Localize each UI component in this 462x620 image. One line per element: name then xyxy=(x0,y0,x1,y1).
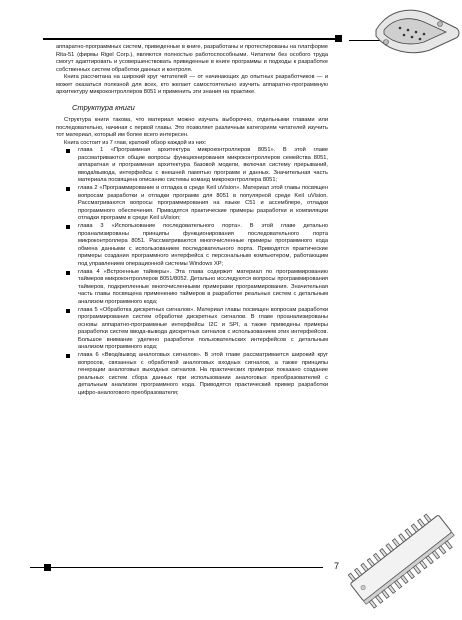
header-rule xyxy=(43,38,341,40)
footer-rule xyxy=(51,567,323,568)
bullet-icon xyxy=(66,187,70,191)
db9-connector-icon xyxy=(370,2,462,60)
page-number: 7 xyxy=(334,561,340,571)
section-title: Структура книги xyxy=(72,102,135,112)
footer-marker xyxy=(44,564,51,571)
header-marker xyxy=(335,35,342,42)
intro-paragraph: аппаратно-программных систем, приведенные в книге, разработаны и протестированы на платформе Rita-51 (фирмы Rigel Corp.), являются полностью работоспособными. Читатели без особого труда смогут адаптировать и усовершенствовать приведенные в книге программы и подходы к разработке собственных систем обработки данных и контроля. xyxy=(56,44,328,73)
intro-paragraph: Книга рассчитана на широкий круг читателей — от начинающих до опытных разработчиков — и может оказаться полезной для всех, кто желает самостоятельно изучить аппаратно-программную архитектуру микроконтроллеров 8051 и применить эти знания на практике. xyxy=(56,74,328,95)
chapter-item xyxy=(56,223,328,268)
chapter-text: глава 1 «Программная архитектура микроконтроллеров 8051». В этой главе рассматриваются общие вопросы функционирования микроконтроллеров семейства 8051, аппаратная и программная архитектура базовой модели, включая систему прерываний, ввода/вывода, интерфейсы с внешней памятью программ и данных. Значительная часть материала посвящена описанию системы команд микроконтроллера 8051; xyxy=(78,147,328,183)
chapter-text: глава 3 «Использование последовательного порта». В этой главе детально проанализированы принципы функционирования последовательного порта микроконтроллера 8051. Рассматриваются многочисленные примеры программного кода обмена данными с использованием последовательного порта. Приводятся практические примеры создания программного интерфейса с персональным компьютером, работающим под управлением операционной системы Windows XP; xyxy=(78,223,328,267)
bullet-icon xyxy=(66,309,70,313)
chapter-text: глава 2 «Программирование и отладка в среде Keil uVision». Материал этой главы посвящен вопросам разработки и отладки программ для 8051 в популярной среде Keil uVision. Рассматриваются вопросы программирования на языке C51 и ассемблере, отладки программного обеспечения. Приводятся практические примеры разработки и компиляции отладки программ в среде Keil uVision; xyxy=(78,185,328,221)
page-body xyxy=(56,44,328,398)
structure-paragraph: Книга состоит из 7 глав, краткий обзор каждой из них: xyxy=(64,139,207,146)
chapter-item xyxy=(56,352,328,397)
chapter-item xyxy=(56,147,328,185)
dip-chip-icon xyxy=(338,500,462,620)
chapter-item xyxy=(56,307,328,352)
footer-rule-left xyxy=(30,567,44,568)
bullet-icon xyxy=(66,225,70,229)
chapter-text: глава 6 «Ввод/вывод аналоговых сигналов». В этой главе рассматривается широкий круг вопросов, связанных с обработкой аналоговых входных сигналов, а также принципы генерации аналоговых выходных сигналов. На практических примерах показано создание реальных систем сбора данных при использовании аналоговых преобразователей с детальным анализом программного кода. Приводятся практический пример разработки цифро-аналогового преобразователя; xyxy=(78,352,328,396)
structure-paragraph: Структура книги такова, что материал можно изучать выборочно, отдельными главами или последовательно, начиная с первой главы. Это позволяет различным категориям читателей изучить тот материал, который им более всего интересен. xyxy=(56,117,328,138)
chapter-item xyxy=(56,269,328,307)
chapter-item xyxy=(56,185,328,223)
chapter-list xyxy=(56,147,328,397)
bullet-icon xyxy=(66,354,70,358)
bullet-icon xyxy=(66,149,70,153)
chapter-text: глава 4 «Встроенные таймеры». Эта глава содержит материал по программированию таймеров микроконтроллеров 8051/8052. Детально исследуются вопросы программирования таймеров, подкрепленные многочисленными примерами программирования. Значительная часть главы посвящена применению таймеров в разработке реальных систем с детальным анализом программного кода; xyxy=(78,268,328,305)
bullet-icon xyxy=(66,271,70,275)
chapter-text: глава 5 «Обработка дискретных сигналов». Материал главы посвящен вопросам разработки программирования систем обработки дискретных сигналов. В главе проанализированы основы аппаратно-программные интерфейсы I2C и SPI, а также приведены примеры разработки систем ввода-вывода дискретных сигналов с использованием этих интерфейсов. Большое внимание уделено разработке пользовательских интерфейсов с детальным анализом программного кода; xyxy=(78,306,328,350)
